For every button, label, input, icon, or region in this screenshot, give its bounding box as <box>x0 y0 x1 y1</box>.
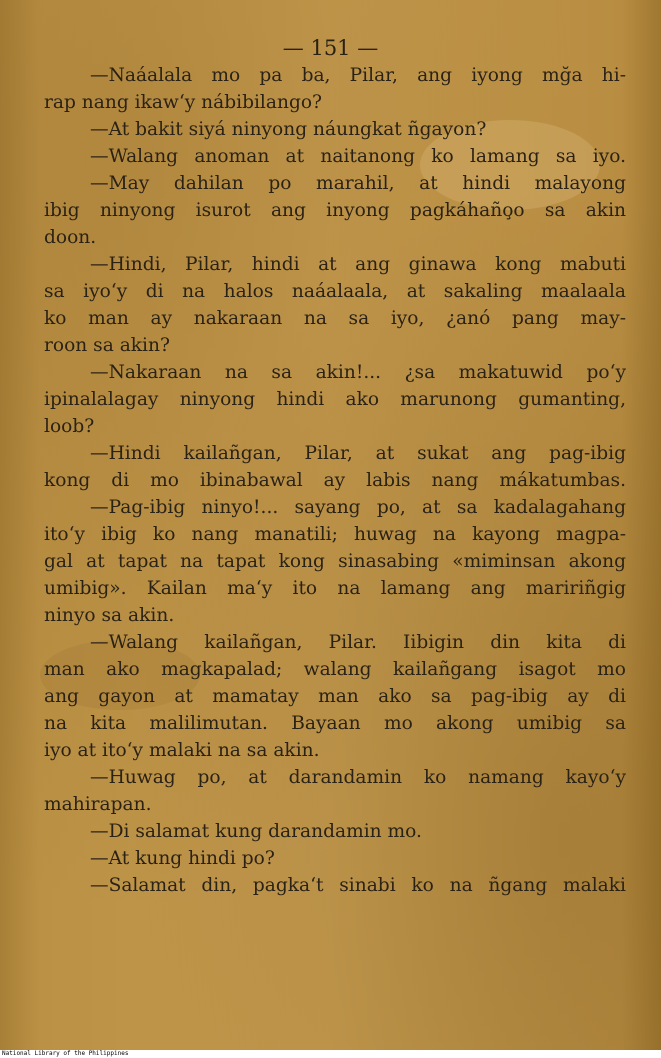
text-line: —Walang kailañgan, Pilar. Iibigin din kita di <box>90 632 626 653</box>
page-number: — 151 — <box>282 36 379 60</box>
text-line: doon. <box>44 227 97 248</box>
text-line: —Salamat din, pagka‘t sinabi ko na ñgang malaki <box>90 875 626 896</box>
library-credit: National Library of the Philippines <box>0 1050 661 1058</box>
text-line: ko man ay nakaraan na sa iyo, ¿anó pang may- <box>44 308 626 329</box>
text-line: ninyo sa akin. <box>44 605 175 626</box>
text-line: —Nakaraan na sa akin!... ¿sa makatuwid po‘y <box>90 362 626 383</box>
text-line: sa iyo‘y di na halos naáalaala, at sakaling maalaala <box>44 281 626 302</box>
text-line: gal at tapat na tapat kong sinasabing «miminsan akong <box>44 551 626 572</box>
text-line: —Huwag po, at darandamin ko namang kayo‘y <box>90 767 626 788</box>
text-line: iyo at ito‘y malaki na sa akin. <box>44 740 320 761</box>
text-line: mahirapan. <box>44 794 152 815</box>
text-line: —Pag-ibig ninyo!... sayang po, at sa kadalagahang <box>90 497 626 518</box>
text-line: roon sa akin? <box>44 335 170 356</box>
text-line: —At kung hindi po? <box>90 848 275 869</box>
text-line: rap nang ikaw‘y nábibilango? <box>44 92 323 113</box>
text-line: ito‘y ibig ko nang manatili; huwag na kayong magpa- <box>44 524 626 545</box>
text-line: man ako magkapalad; walang kailañgang isagot mo <box>44 659 626 680</box>
text-line: —Naáalala mo pa ba, Pilar, ang iyong mğa hi- <box>90 65 626 86</box>
body-text <box>44 62 626 899</box>
text-line: —Hindi kailañgan, Pilar, at sukat ang pag-ibig <box>90 443 626 464</box>
text-line: ibig ninyong isurot ang inyong pagkáhaño̧o sa akin <box>44 200 626 221</box>
text-line: ipinalalagay ninyong hindi ako marunong gumanting, <box>44 389 626 410</box>
text-line: —May dahilan po marahil, at hindi malayong <box>90 173 626 194</box>
text-line: loob? <box>44 416 95 437</box>
text-line: —Di salamat kung darandamin mo. <box>90 821 422 842</box>
text-line: ang gayon at mamatay man ako sa pag-ibig ay di <box>44 686 626 707</box>
text-line: kong di mo ibinabawal ay labis nang mákatumbas. <box>44 470 626 491</box>
text-line: —At bakit siyá ninyong náungkat ñgayon? <box>90 119 487 140</box>
text-line: —Walang anoman at naitanong ko lamang sa iyo. <box>90 146 626 167</box>
text-line: na kita malilimutan. Bayaan mo akong umibig sa <box>44 713 626 734</box>
text-line: umibig». Kailan ma‘y ito na lamang ang maririñgig <box>44 578 626 599</box>
text-line: —Hindi, Pilar, hindi at ang ginawa kong mabuti <box>90 254 626 275</box>
